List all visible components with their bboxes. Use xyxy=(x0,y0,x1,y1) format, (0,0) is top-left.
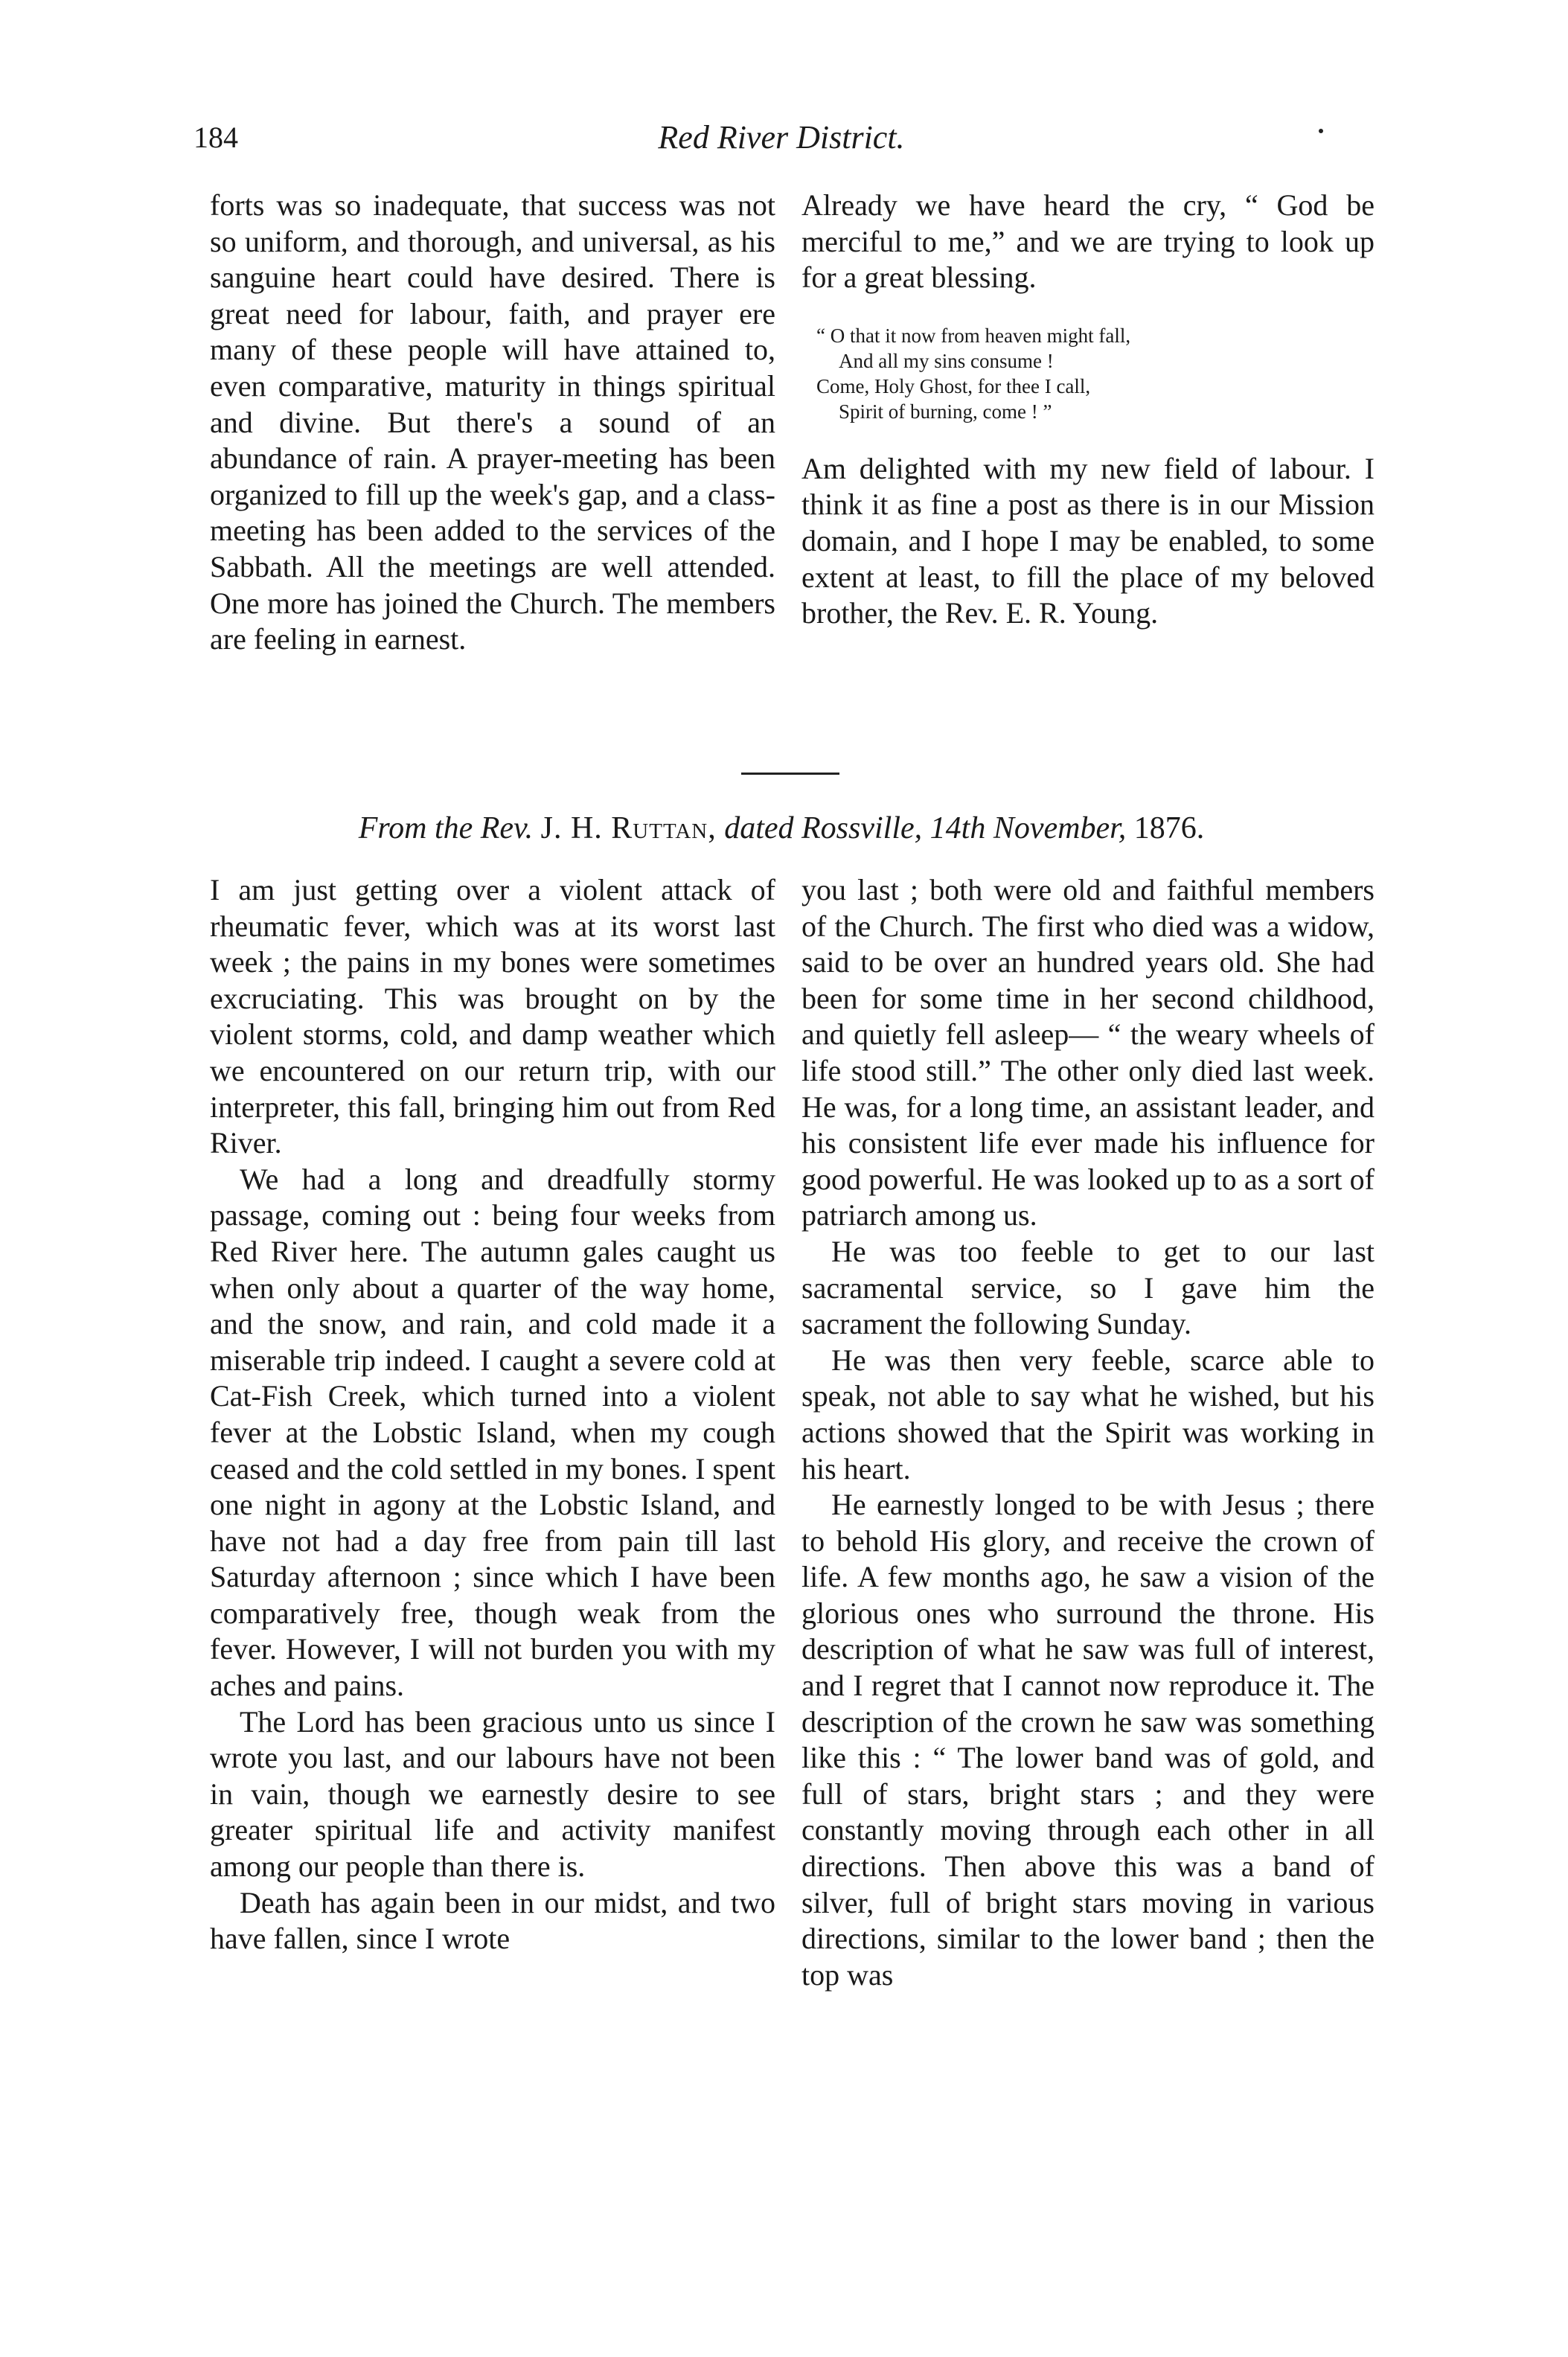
verse-line: Come, Holy Ghost, for thee I call, xyxy=(816,374,1091,397)
paragraph: He earnestly longed to be with Jesus ; there to behold His glory, and receive the crown of life. A few months ago, he saw a vision of the glorious ones who surround the throne. His description of what he saw was full of interest, and I regret that I cannot now reproduce it. The description of the crown he saw was something like this : “ The lower band was of gold, and full of stars, bright stars ; and they were constantly moving through each other in all directions. Then above this was a band of silver, full of bright stars moving in various directions, similar to the lower band ; then the top was xyxy=(801,1488,1375,1992)
hymn-verse xyxy=(801,323,1375,424)
verse-line: “ O that it now from heaven might fall, xyxy=(816,324,1131,347)
paragraph: you last ; both were old and faithful members of the Church. The first who died was a widow, said to be over an hundred years old. She had been for some time in her second childhood, and quietly fell asleep— “ the weary wheels of life stood still.” The other only died last week. He was, for a long time, an assistant leader, and his consistent life ever made his influence for good powerful. He was looked up to as a sort of patriarch among us. xyxy=(801,873,1375,1232)
verse-line: And all my sins consume ! xyxy=(839,349,1054,372)
dateline-place-date: dated Rossville, 14th November, xyxy=(724,811,1127,845)
section1-left-column xyxy=(210,188,775,658)
dateline-from: From the Rev. xyxy=(358,811,534,845)
paragraph: He was too feeble to get to our last sacramental service, so I gave him the sacrament the following Sunday. xyxy=(801,1234,1375,1341)
dateline-author: J. H. Ruttan, xyxy=(540,811,717,845)
paragraph: Already we have heard the cry, “ God be merciful to me,” and we are trying to look up for a great blessing. xyxy=(801,188,1375,295)
page-header xyxy=(193,115,1369,167)
paragraph: He was then very feeble, scarce able to speak, not able to say what he wished, but his actions showed that the Spirit was working in his heart. xyxy=(801,1343,1375,1485)
paragraph: I am just getting over a violent attack of rheumatic fever, which was at its worst last week ; the pains in my bones were sometimes excruciating. This was brought on by the violent storms, cold, and damp weather which we encountered on our return trip, with our interpreter, this fall, bringing him out from Red River. xyxy=(210,873,775,1160)
stray-ink-mark xyxy=(1319,129,1323,133)
paragraph: forts was so inadequate, that success was not so uniform, and thorough, and universal, as his sanguine heart could have desired. There is great need for labour, faith, and prayer ere many of these people will have attained to, even comparative, maturity in things spiritual and divine. But there's a sound of an abundance of rain. A prayer-meeting has been organized to fill up the week's gap, and a class-meeting has been added to the services of the Sabbath. All the meetings are well attended. One more has joined the Church. The members are feeling in earnest. xyxy=(210,188,775,656)
section-divider xyxy=(741,773,839,775)
section2-left-column xyxy=(210,872,775,1957)
paragraph: Am delighted with my new field of labour. I think it as fine a post as there is in our Mission domain, and I hope I may be enabled, to some extent at least, to fill the place of my beloved brother, the Rev. E. R. Young. xyxy=(801,451,1375,630)
verse-line: Spirit of burning, come ! ” xyxy=(839,400,1052,423)
letter-dateline xyxy=(193,807,1369,849)
paragraph: Death has again been in our midst, and two have fallen, since I wrote xyxy=(210,1885,775,1956)
running-head: Red River District. xyxy=(658,119,905,156)
paragraph: We had a long and dreadfully stormy passage, coming out : being four weeks from Red River here. The autumn gales caught us when only about a quarter of the way home, and the snow, and rain, and cold made it a miserable trip indeed. I caught a severe cold at Cat-Fish Creek, which turned into a violent fever at the Lobstic Island, when my cough ceased and the cold settled in my bones. I spent one night in agony at the Lobstic Island, and have not had a day free from pain till last Saturday afternoon ; since which I have been comparatively free, though weak from the fever. However, I will not burden you with my aches and pains. xyxy=(210,1162,775,1703)
page-number: 184 xyxy=(193,121,238,154)
section2-right-column xyxy=(801,872,1375,1993)
dateline-year: 1876. xyxy=(1133,811,1205,845)
paragraph: The Lord has been gracious unto us since I wrote you last, and our labours have not been in vain, though we earnestly desire to see greater spiritual life and activity manifest among our people than there is. xyxy=(210,1704,775,1884)
section1-right-column xyxy=(801,188,1375,632)
